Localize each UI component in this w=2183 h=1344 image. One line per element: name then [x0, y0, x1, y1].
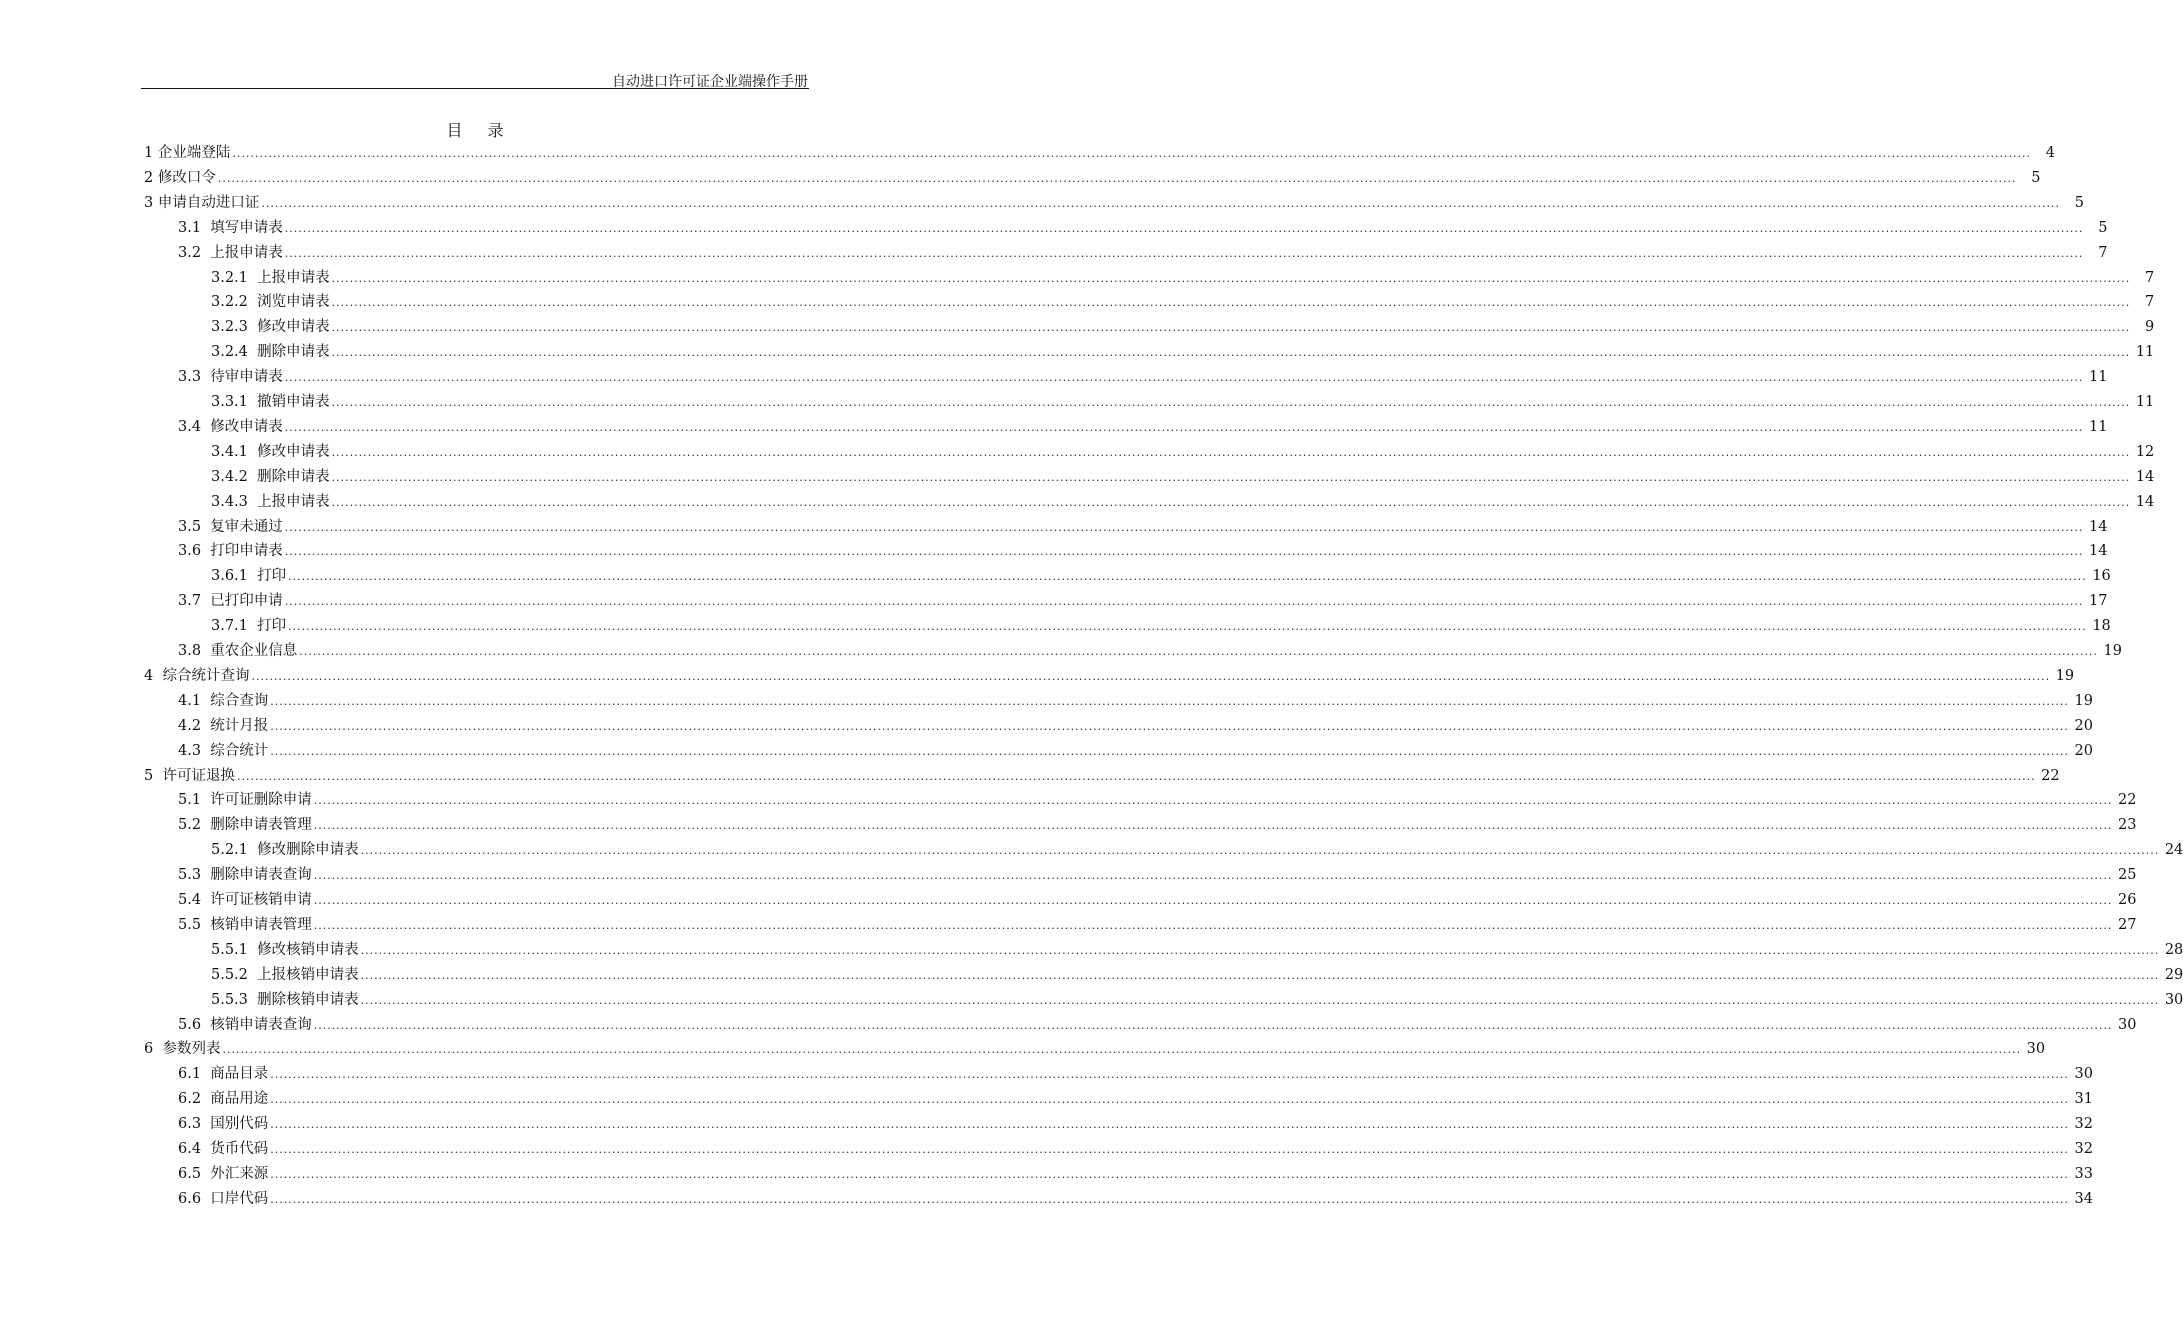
- toc-entry-label: 3.8 重农企业信息: [178, 643, 298, 659]
- toc-entry-label: 3.4.2 删除申请表: [211, 468, 330, 485]
- toc-entry-label: 3.4.3 上报申请表: [211, 493, 330, 510]
- toc-entry[interactable]: [178, 241, 2108, 266]
- toc-leader-dots: ................................................................................................................................................................................................................................................................................................................................................................................................................: [270, 1143, 2069, 1156]
- toc-entry-label: 6.1 商品目录: [178, 1066, 269, 1083]
- toc-leader-dots: ................................................................................................................................................................................................................................................................................................................................................................................................................: [270, 1068, 2069, 1082]
- toc-entry-page: 24: [2164, 842, 2183, 859]
- toc-entry-page: 20: [2074, 717, 2093, 734]
- toc-leader-dots: ................................................................................................................................................................................................................................................................................................................................................................................................................: [331, 321, 2131, 335]
- toc-entry-page: 4: [2045, 145, 2055, 161]
- toc-entry-label: 5.1 许可证删除申请: [178, 792, 312, 809]
- toc-entry[interactable]: [178, 913, 2137, 938]
- toc-entry-label: 3.7.1 打印: [211, 618, 287, 635]
- toc-entry-page: 11: [2088, 418, 2108, 435]
- toc-entry-page: 27: [2117, 916, 2137, 933]
- toc-leader-dots: ................................................................................................................................................................................................................................................................................................................................................................................................................: [236, 769, 2036, 783]
- toc-entry[interactable]: [178, 1162, 2093, 1187]
- toc-leader-dots: ................................................................................................................................................................................................................................................................................................................................................................................................................: [331, 346, 2131, 360]
- toc-entry-label: 3.3.1 撤销申请表: [211, 394, 330, 410]
- toc-leader-dots: ................................................................................................................................................................................................................................................................................................................................................................................................................: [288, 570, 2087, 584]
- toc-entry[interactable]: [144, 191, 2084, 216]
- toc-entry-page: 26: [2117, 892, 2137, 908]
- toc-entry-page: 5: [2074, 194, 2084, 211]
- toc-entry[interactable]: [178, 888, 2137, 913]
- toc-entry[interactable]: [178, 539, 2108, 564]
- toc-entry-label: 5 许可证退换: [144, 767, 235, 784]
- toc-entry-label: 3.2.2 浏览申请表: [211, 294, 330, 311]
- toc-entry-label: 6.2 商品用途: [178, 1091, 269, 1108]
- toc-leader-dots: ................................................................................................................................................................................................................................................................................................................................................................................................................: [313, 819, 2113, 833]
- toc-entry-page: 30: [2026, 1041, 2046, 1058]
- toc-entry-label: 5.3 删除申请表查询: [178, 867, 312, 884]
- toc-leader-dots: ................................................................................................................................................................................................................................................................................................................................................................................................................: [313, 1018, 2113, 1032]
- toc-entry[interactable]: [144, 166, 2041, 191]
- toc-entry-label: 3.6 打印申请表: [178, 543, 283, 560]
- toc-entry[interactable]: [178, 415, 2108, 440]
- toc-entry[interactable]: [178, 788, 2137, 813]
- toc-entry[interactable]: [178, 1112, 2093, 1137]
- toc-entry-label: 5.5.1 修改核销申请表: [211, 941, 359, 958]
- toc-entry-label: 5.6 核销申请表查询: [178, 1016, 312, 1033]
- toc-entry-page: 11: [2135, 344, 2155, 361]
- toc-leader-dots: ................................................................................................................................................................................................................................................................................................................................................................................................................: [360, 844, 2160, 858]
- toc-entry-label: 6.5 外汇来源: [178, 1165, 269, 1182]
- toc-entry[interactable]: [211, 963, 2183, 988]
- toc-leader-dots: ................................................................................................................................................................................................................................................................................................................................................................................................................: [331, 445, 2131, 459]
- toc-leader-dots: ................................................................................................................................................................................................................................................................................................................................................................................................................: [270, 1192, 2069, 1206]
- toc-entry-label: 3.4 修改申请表: [178, 418, 283, 435]
- toc-entry-page: 14: [2135, 468, 2155, 485]
- toc-entry-page: 33: [2074, 1165, 2093, 1182]
- toc-entry[interactable]: [211, 988, 2183, 1013]
- toc-leader-dots: ................................................................................................................................................................................................................................................................................................................................................................................................................: [284, 520, 2084, 534]
- header-title: 自动进口许可证企业端操作手册: [612, 74, 808, 90]
- toc-leader-dots: ................................................................................................................................................................................................................................................................................................................................................................................................................: [284, 221, 2084, 235]
- toc-entry[interactable]: [178, 714, 2093, 739]
- toc-entry-page: 14: [2135, 493, 2155, 510]
- toc-leader-dots: ................................................................................................................................................................................................................................................................................................................................................................................................................: [331, 470, 2131, 484]
- toc-entry-page: 30: [2117, 1016, 2137, 1033]
- toc-entry-label: 5.2 删除申请表管理: [178, 817, 312, 834]
- toc-entry[interactable]: [178, 739, 2093, 764]
- toc-entry[interactable]: [211, 390, 2155, 415]
- toc-entry[interactable]: [178, 515, 2108, 540]
- toc-leader-dots: ................................................................................................................................................................................................................................................................................................................................................................................................................: [217, 171, 2017, 185]
- toc-entry[interactable]: [211, 340, 2155, 365]
- toc-title: 目 录: [446, 121, 514, 140]
- toc-entry-page: 9: [2145, 319, 2155, 336]
- toc-entry-label: 3 申请自动进口证: [144, 194, 260, 211]
- toc-leader-dots: ................................................................................................................................................................................................................................................................................................................................................................................................................: [284, 420, 2084, 434]
- toc-leader-dots: ................................................................................................................................................................................................................................................................................................................................................................................................................: [331, 296, 2131, 310]
- toc-entry[interactable]: [211, 614, 2111, 639]
- toc-entry-label: 3.2 上报申请表: [178, 244, 283, 261]
- toc-entry-page: 22: [2117, 792, 2137, 809]
- toc-entry-page: 18: [2092, 618, 2111, 635]
- toc-entry-label: 3.1 填写申请表: [178, 219, 283, 236]
- toc-entry-page: 25: [2117, 867, 2137, 884]
- toc-entry[interactable]: [211, 315, 2155, 340]
- toc-entry[interactable]: [211, 440, 2155, 465]
- toc-leader-dots: ................................................................................................................................................................................................................................................................................................................................................................................................................: [270, 1093, 2069, 1107]
- toc-leader-dots: ................................................................................................................................................................................................................................................................................................................................................................................................................: [284, 545, 2084, 559]
- toc-entry-label: 3.7 已打印申请: [178, 593, 283, 610]
- toc-entry-page: 16: [2092, 568, 2111, 585]
- toc-entry-label: 3.5 复审未通过: [178, 518, 283, 535]
- toc-entry-page: 7: [2145, 269, 2155, 286]
- toc-entry[interactable]: [178, 639, 2122, 664]
- header-rule: [141, 88, 809, 89]
- toc-leader-dots: ................................................................................................................................................................................................................................................................................................................................................................................................................: [222, 1043, 2022, 1057]
- toc-entry[interactable]: [211, 465, 2155, 490]
- toc-entry-label: 3.3 待审申请表: [178, 369, 283, 386]
- toc-leader-dots: ................................................................................................................................................................................................................................................................................................................................................................................................................: [270, 1118, 2069, 1132]
- toc-entry-page: 20: [2074, 742, 2093, 759]
- toc-entry[interactable]: [211, 838, 2183, 863]
- toc-leader-dots: ................................................................................................................................................................................................................................................................................................................................................................................................................: [284, 595, 2084, 609]
- toc-entry-label: 1 企业端登陆: [144, 145, 231, 161]
- toc-entry-page: 19: [2055, 667, 2075, 684]
- toc-entry[interactable]: [178, 1013, 2137, 1038]
- toc-entry-page: 30: [2074, 1066, 2093, 1083]
- toc-entry[interactable]: [144, 664, 2075, 689]
- toc-entry[interactable]: [144, 764, 2060, 789]
- toc-entry-page: 19: [2103, 643, 2122, 659]
- toc-entry[interactable]: [178, 689, 2093, 714]
- toc-entry-page: 11: [2088, 369, 2108, 386]
- toc-leader-dots: ................................................................................................................................................................................................................................................................................................................................................................................................................: [270, 719, 2069, 733]
- toc-entry-label: 2 修改口令: [144, 169, 216, 186]
- toc-leader-dots: ................................................................................................................................................................................................................................................................................................................................................................................................................: [313, 869, 2113, 883]
- toc-entry-label: 3.4.1 修改申请表: [211, 443, 330, 460]
- toc-leader-dots: ................................................................................................................................................................................................................................................................................................................................................................................................................: [360, 968, 2160, 982]
- toc-entry-page: 19: [2074, 692, 2093, 709]
- toc-leader-dots: ................................................................................................................................................................................................................................................................................................................................................................................................................: [270, 744, 2069, 758]
- toc-entry-label: 6.4 货币代码: [178, 1141, 269, 1157]
- toc-entry[interactable]: [178, 1087, 2093, 1112]
- toc-entry-page: 14: [2088, 543, 2108, 560]
- toc-entry-label: 6 参数列表: [144, 1041, 221, 1058]
- toc-leader-dots: ................................................................................................................................................................................................................................................................................................................................................................................................................: [313, 794, 2113, 808]
- toc-entry-page: 34: [2074, 1190, 2093, 1207]
- toc-entry[interactable]: [178, 216, 2108, 241]
- toc-leader-dots: ................................................................................................................................................................................................................................................................................................................................................................................................................: [284, 246, 2084, 260]
- toc-entry[interactable]: [144, 141, 2055, 166]
- toc-leader-dots: ................................................................................................................................................................................................................................................................................................................................................................................................................: [270, 1167, 2069, 1181]
- toc-leader-dots: ................................................................................................................................................................................................................................................................................................................................................................................................................: [284, 371, 2084, 385]
- toc-entry-page: 14: [2088, 518, 2108, 535]
- toc-entry-label: 3.2.3 修改申请表: [211, 319, 330, 336]
- toc-leader-dots: ................................................................................................................................................................................................................................................................................................................................................................................................................: [270, 694, 2069, 708]
- toc-leader-dots: ................................................................................................................................................................................................................................................................................................................................................................................................................: [331, 396, 2131, 409]
- toc-entry-page: 5: [2098, 219, 2108, 236]
- toc-entry-page: 32: [2074, 1116, 2093, 1133]
- toc-leader-dots: ................................................................................................................................................................................................................................................................................................................................................................................................................: [261, 196, 2060, 210]
- toc-entry[interactable]: [178, 863, 2137, 888]
- toc-entry-page: 7: [2098, 244, 2108, 261]
- toc-entry[interactable]: [178, 365, 2108, 390]
- toc-entry-label: 4.1 综合查询: [178, 692, 269, 709]
- toc-entry[interactable]: [178, 1062, 2093, 1087]
- toc-entry-label: 6.6 口岸代码: [178, 1190, 269, 1207]
- toc-entry-page: 23: [2117, 817, 2137, 834]
- toc-entry-label: 4.2 统计月报: [178, 717, 269, 734]
- toc-entry-label: 3.2.1 上报申请表: [211, 269, 330, 286]
- toc-entry-label: 3.2.4 删除申请表: [211, 344, 330, 361]
- toc-leader-dots: ................................................................................................................................................................................................................................................................................................................................................................................................................: [313, 918, 2113, 932]
- toc-entry[interactable]: [211, 564, 2111, 589]
- toc-entry-label: 4 综合统计查询: [144, 667, 250, 684]
- toc-leader-dots: ................................................................................................................................................................................................................................................................................................................................................................................................................: [299, 645, 2098, 658]
- toc-leader-dots: ................................................................................................................................................................................................................................................................................................................................................................................................................: [331, 495, 2131, 509]
- toc-entry-label: 5.5 核销申请表管理: [178, 916, 312, 933]
- toc-entry-label: 5.2.1 修改删除申请表: [211, 842, 359, 859]
- toc-entry-page: 30: [2164, 991, 2183, 1008]
- toc-entry[interactable]: [178, 1187, 2093, 1212]
- toc-entry-page: 17: [2088, 593, 2108, 610]
- toc-entry-label: 5.5.2 上报核销申请表: [211, 966, 359, 983]
- toc-leader-dots: ................................................................................................................................................................................................................................................................................................................................................................................................................: [313, 894, 2113, 907]
- toc-entry-page: 5: [2031, 169, 2041, 186]
- toc-entry[interactable]: [178, 813, 2137, 838]
- toc-leader-dots: ................................................................................................................................................................................................................................................................................................................................................................................................................: [331, 271, 2131, 285]
- toc-entry-label: 4.3 综合统计: [178, 742, 269, 759]
- toc-leader-dots: ................................................................................................................................................................................................................................................................................................................................................................................................................: [251, 669, 2051, 683]
- toc-entry-page: 31: [2074, 1091, 2093, 1108]
- toc-entry-label: 5.5.3 删除核销申请表: [211, 991, 359, 1008]
- toc-entry-page: 32: [2074, 1141, 2093, 1157]
- toc-leader-dots: ................................................................................................................................................................................................................................................................................................................................................................................................................: [288, 620, 2087, 634]
- toc-entry-page: 29: [2164, 966, 2183, 983]
- toc-entry-page: 11: [2135, 394, 2155, 410]
- toc-entry-page: 22: [2041, 767, 2060, 784]
- toc-entry[interactable]: [211, 490, 2155, 515]
- toc-entry-page: 7: [2145, 294, 2155, 311]
- toc-leader-dots: ................................................................................................................................................................................................................................................................................................................................................................................................................: [360, 993, 2160, 1007]
- toc-entry[interactable]: [144, 1037, 2046, 1062]
- toc-entry-page: 12: [2135, 443, 2155, 460]
- toc-entry[interactable]: [178, 589, 2108, 614]
- toc-leader-dots: ................................................................................................................................................................................................................................................................................................................................................................................................................: [360, 943, 2160, 957]
- toc-entry-page: 28: [2164, 941, 2183, 958]
- toc-entry[interactable]: [211, 266, 2155, 291]
- toc-entry-label: 5.4 许可证核销申请: [178, 892, 312, 908]
- toc-entry[interactable]: [178, 1137, 2093, 1162]
- toc-entry[interactable]: [211, 938, 2183, 963]
- toc-entry[interactable]: [211, 290, 2155, 315]
- toc-entry-label: 6.3 国别代码: [178, 1116, 269, 1133]
- toc-leader-dots: ................................................................................................................................................................................................................................................................................................................................................................................................................: [232, 147, 2031, 160]
- toc-entry-label: 3.6.1 打印: [211, 568, 287, 585]
